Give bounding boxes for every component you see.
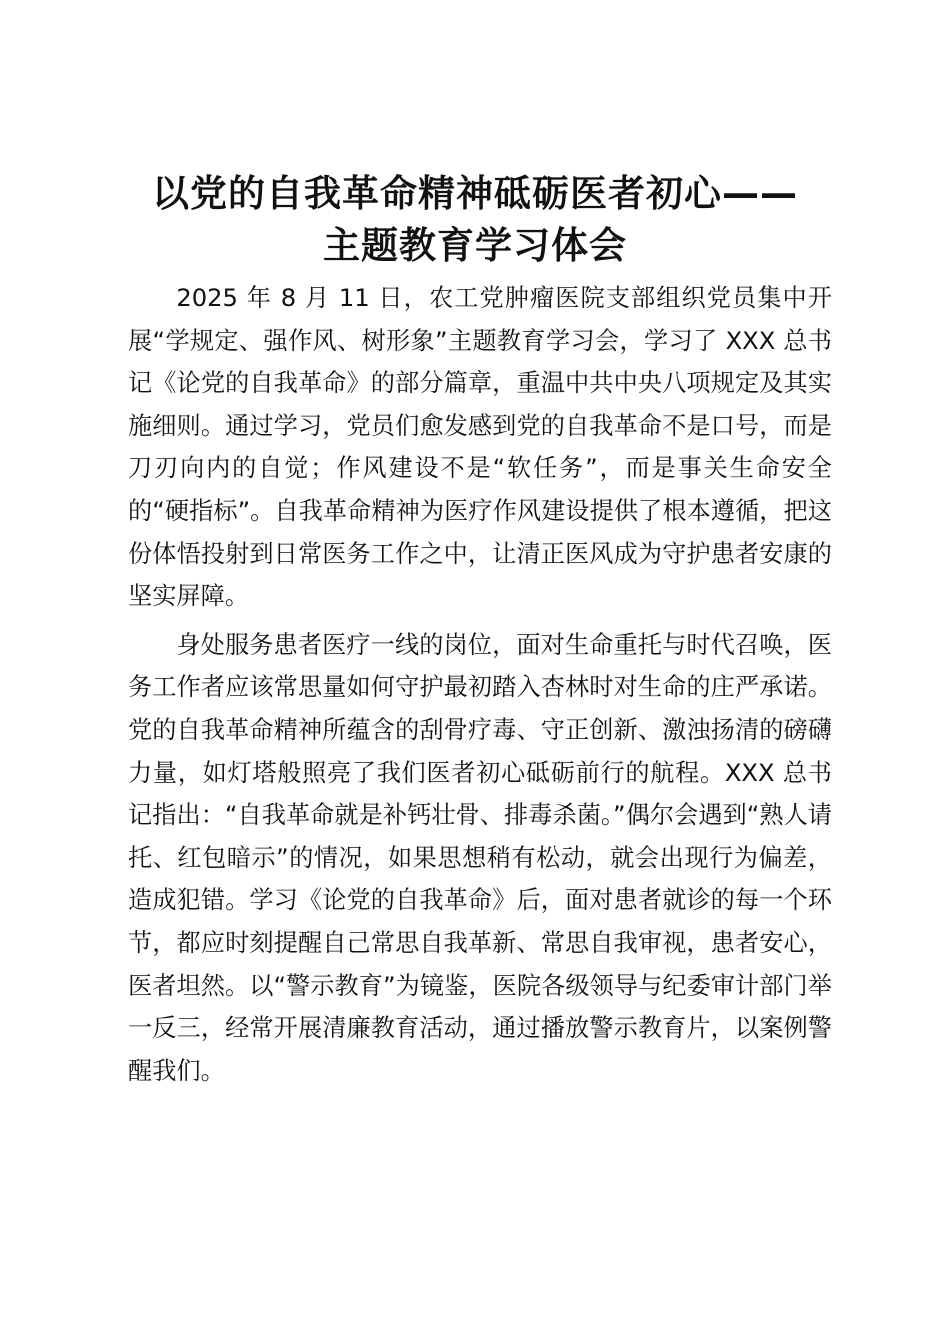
- paragraph-1: 2025 年 8 月 11 日，农工党肿瘤医院支部组织党员集中开展“学规定、强作风、树形象”主题教育学习会，学习了 XXX 总书记《论党的自我革命》的部分篇章，重温中共中央八项规定及其实施细则。通过学习，党员们愈发感到党的自我革命不是口号，而是刀刃向内的自觉；作风建设不是“软任务”，而是事关生命安全的“硬指标”。自我革命精神为医疗作风建设提供了根本遵循，把这份体悟投射到日常医务工作之中，让清正医风成为守护患者安康的坚实屏障。: [128, 284, 832, 611]
- document-body: [128, 277, 832, 1092]
- document-title: [100, 168, 850, 272]
- paragraph-2: 身处服务患者医疗一线的岗位，面对生命重托与时代召唤，医务工作者应该常思量如何守护最初踏入杏林时对生命的庄严承诺。党的自我革命精神所蕴含的刮骨疗毒、守正创新、激浊扬清的磅礴力量，如灯塔般照亮了我们医者初心砥砺前行的航程。XXX 总书记指出：“自我革命就是补钙壮骨、排毒杀菌。”偶尔会遇到“熟人请托、红包暗示”的情况，如果思想稍有松动，就会出现行为偏差，造成犯错。学习《论党的自我革命》后，面对患者就诊的每一个环节，都应时刻提醒自己常思自我革新、常思自我审视，患者安心，医者坦然。以“警示教育”为镜鉴，医院各级领导与纪委审计部门举一反三，经常开展清廉教育活动，通过播放警示教育片，以案例警醒我们。: [128, 630, 832, 1085]
- title-line-2: 主题教育学习体会: [323, 224, 627, 267]
- title-line-1: 以党的自我革命精神砥砺医者初心——: [152, 172, 798, 215]
